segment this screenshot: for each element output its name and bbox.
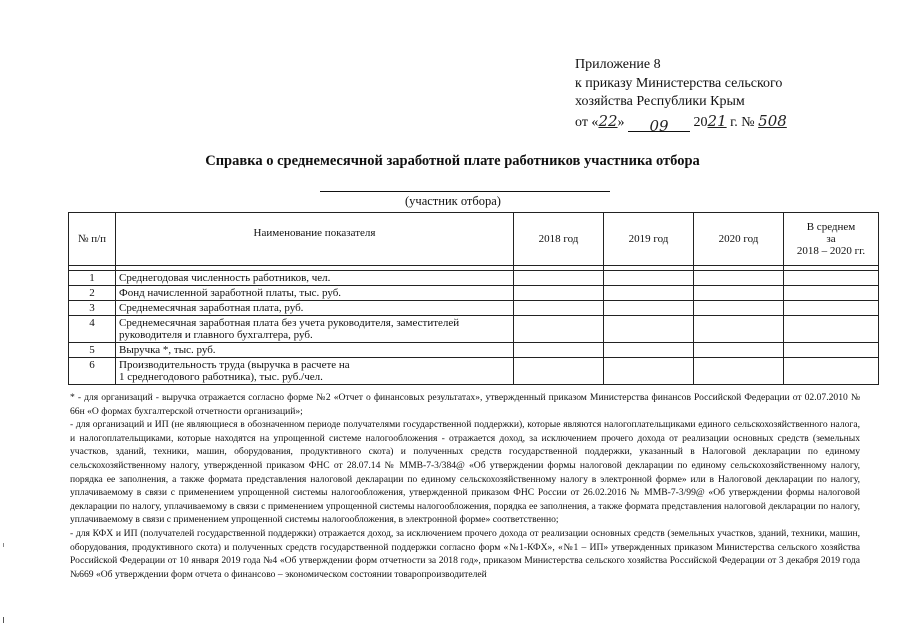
row-name: Среднемесячная заработная плата, руб. [116, 301, 514, 316]
date-mid: » [617, 114, 625, 130]
annex-date-line [575, 112, 787, 133]
annex-block [575, 56, 787, 135]
date-day: 22 [598, 111, 618, 130]
row-num: 2 [69, 286, 116, 301]
header-2018: 2018 год [514, 213, 604, 266]
header-name: Наименование показателя [116, 213, 514, 266]
row-name: Среднегодовая численность работников, чел. [116, 271, 514, 286]
row-num: 1 [69, 271, 116, 286]
footnote-paragraph: - для КФХ и ИП (получателей государственной поддержки) отражается доход, за исключением прочего дохода от реализации основных средств (земельных участков, зданий, техники, машин, оборудования, продуктивного скота) и полученных средств государственной поддержки согласно форм «№1-КФХ», «№1 – ИП» утвержденных приказом Министерства сельского хозяйства Российской Федерации от 10 января 2019 года №4 «Об утверждении форм отчетности за 2018 год», приказом Министерства сельского хозяйства Российской Федерации от 3 декабря 2019 года №669 «Об утверждении форм отчета о финансово – экономическом состоянии товаропроизводителей [70, 527, 860, 580]
year-prefix: 20 [693, 114, 708, 130]
row-name: Фонд начисленной заработной платы, тыс. руб. [116, 286, 514, 301]
header-num: № п/п [69, 213, 116, 266]
row-num: 3 [69, 301, 116, 316]
annex-line-1: Приложение 8 [575, 57, 661, 72]
table-row [69, 271, 879, 286]
salary-table [68, 212, 879, 385]
participant-underline [320, 191, 610, 192]
date-month: 09 [649, 117, 669, 135]
row-num: 6 [69, 358, 116, 385]
row-name: Среднемесячная заработная плата без учета руководителя, заместителей руководителя и главного бухгалтера, руб. [116, 316, 514, 343]
header-average: В среднем за 2018 – 2020 гг. [784, 213, 879, 266]
header-2020: 2020 год [694, 213, 784, 266]
table-header-row [69, 213, 879, 266]
date-prefix: от « [575, 114, 599, 130]
table-row [69, 358, 879, 385]
table-row [69, 286, 879, 301]
document-title: Справка о среднемесячной заработной плате работников участника отбора [205, 153, 700, 169]
row-name: Выручка *, тыс. руб. [116, 343, 514, 358]
header-2019: 2019 год [604, 213, 694, 266]
table-row [69, 316, 879, 343]
scan-mark [3, 617, 4, 623]
annex-line-2: к приказу Министерства сельского [575, 75, 783, 91]
row-num: 4 [69, 316, 116, 343]
year-word: г. № [726, 114, 755, 130]
scan-mark [3, 543, 4, 547]
annex-line-3: хозяйства Республики Крым [575, 94, 745, 109]
year-suffix: 21 [707, 111, 727, 130]
footnote-paragraph: - для организаций и ИП (не являющиеся в обозначенном периоде получателями государственной поддержки), которые являются налогоплательщиками единого сельскохозяйственного налога, и налогоплательщиками, которые находятся на упрощенной системе налогообложения - отражается доход, за исключением прочего дохода от реализации основных средств (земельных участков, зданий, техники, машин, оборудования, продуктивного скота) и полученных средств государственной поддержки, указанный в Налоговой декларации по единому сельскохозяйственному налогу, утвержденной приказом ФНС от 28.07.14 № ММВ-7-3/384@ «Об утверждении формы налоговой декларации по единому сельскохозяйственному налогу, порядка ее заполнения, а также формата представления налоговой декларации по единому сельскохозяйственному налогу в электронной форме» или в Налоговой декларации по налогу, уплачиваемому в связи с применением упрощенной системы налогообложения, утвержденной приказом ФНС России от 26.02.2016 № ММВ-7-3/99@ «Об утверждении формы налоговой декларации по налогу, уплачиваемому в связи с применением упрощенной системы налогообложения, порядка ее заполнения, а также формата представления налоговой декларации по налогу, уплачиваемому в связи с применением упрощенной системы налогообложения, в электронной форме» соответственно; [70, 419, 860, 526]
row-name: Производительность труда (выручка в расчете на 1 среднегодового работника), тыс. руб./чел. [116, 358, 514, 385]
participant-label: (участник отбора) [405, 194, 501, 208]
footnotes [70, 391, 860, 581]
footnote-paragraph: * - для организаций - выручка отражается согласно форме №2 «Отчет о финансовых результатах», утвержденный приказом Министерства финансов Российской Федерации от 02.07.2010 № 66н «О формах бухгалтерской отчетности организаций»; [70, 392, 860, 417]
table-row [69, 343, 879, 358]
order-number: 508 [758, 111, 787, 130]
row-num: 5 [69, 343, 116, 358]
date-month-field [628, 117, 690, 135]
table-row [69, 301, 879, 316]
